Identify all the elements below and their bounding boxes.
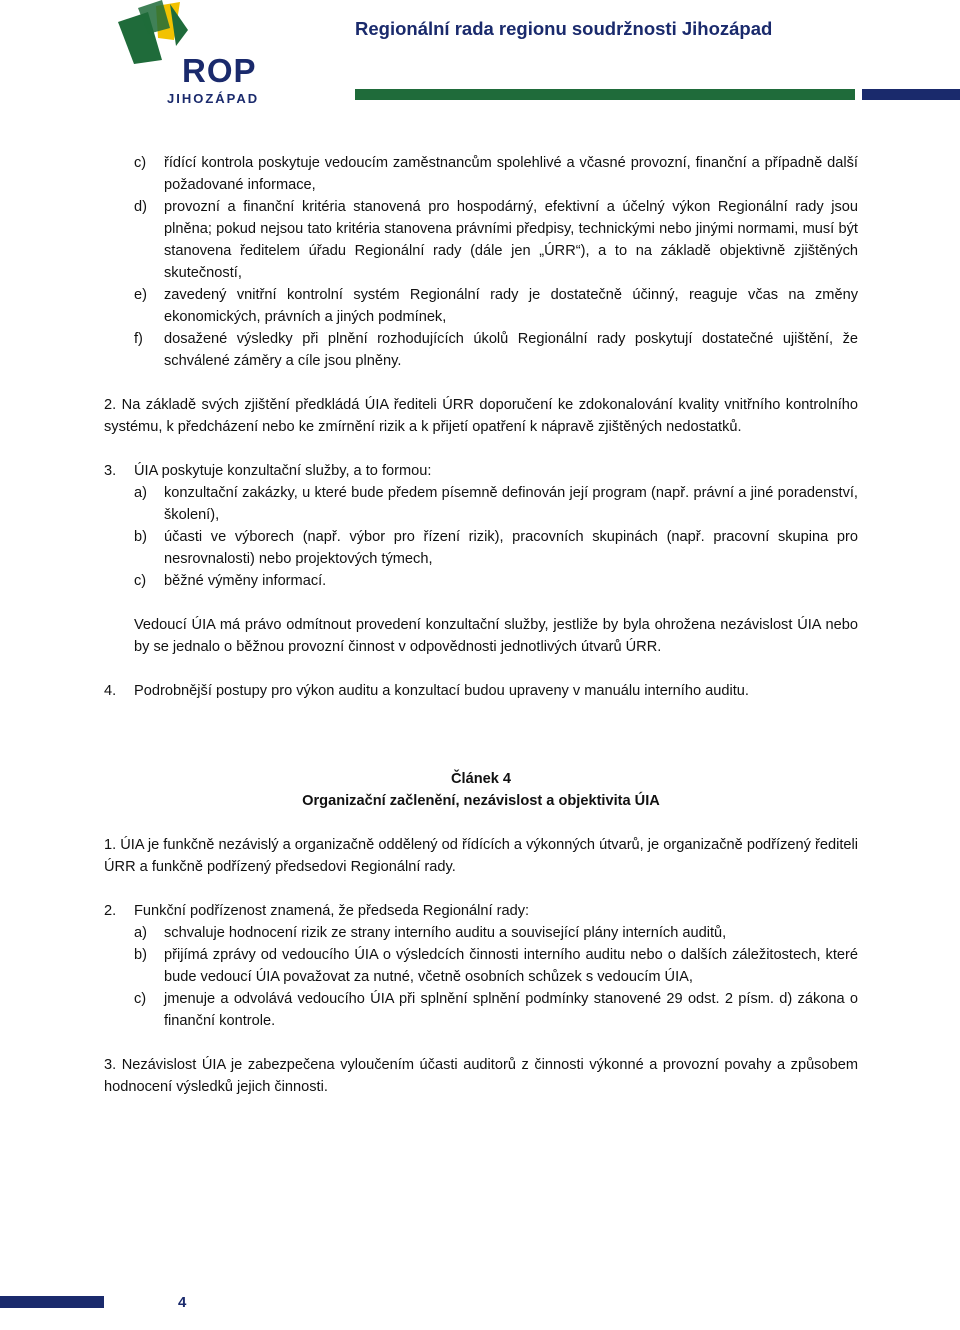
- article-subtitle: Organizační začlenění, nezávislost a objektivita ÚIA: [302, 793, 660, 809]
- logo-sub-text: JIHOZÁPAD: [167, 91, 260, 106]
- list-item: a) konzultační zakázky, u které bude předem písemně definován její program (např. právní a jiné poradenství, školení),: [134, 485, 858, 523]
- list-item: c) jmenuje a odvolává vedoucího ÚIA při splnění splnění podmínky stanovené 29 odst. 2 písm. d) zákona o finanční kontrole.: [134, 991, 858, 1029]
- list-item: a) schvaluje hodnocení rizik ze strany interního auditu a související plány interních auditů,: [134, 925, 727, 941]
- article-paragraph-1: 1. ÚIA je funkčně nezávislý a organizačně oddělený od řídících a výkonných útvarů, je organizačně podřízený řediteli ÚRR a funkčně podřízený předsedovi Regionální rady.: [104, 837, 858, 875]
- paragraph-2: 2. Na základě svých zjištění předkládá ÚIA řediteli ÚRR doporučení ke zdokonalování kvality vnitřního kontrolního systému, k předcházení nebo ke zmírnění rizik a k přijetí opatření k nápravě zjištěných nedostatků.: [104, 397, 858, 435]
- document-body: [104, 152, 858, 1098]
- list-item: c) běžné výměny informací.: [134, 573, 327, 589]
- list-item: c) řídící kontrola poskytuje vedoucím zaměstnancům spolehlivé a včasné provozní, finanční a případně další požadované informace,: [134, 155, 858, 193]
- list-item: b) účasti ve výborech (např. výbor pro řízení rizik), pracovních skupinách (např. pracovní skupina pro nesrovnalosti) nebo projektových týmech,: [134, 529, 858, 567]
- article-paragraph-3: 3. Nezávislost ÚIA je zabezpečena vyloučením účasti auditorů z činnosti výkonné a provozní povahy a způsobem hodnocení výsledků jejich činnosti.: [104, 1057, 858, 1095]
- header-green-bar: [355, 89, 855, 100]
- header-title: Regionální rada regionu soudržnosti Jihozápad: [355, 18, 773, 39]
- header-blue-bar: [862, 89, 960, 100]
- footer-bar: [0, 1296, 104, 1308]
- list-chairman: [134, 922, 858, 1032]
- list-item: b) přijímá zprávy od vedoucího ÚIA o výsledcích činnosti interního auditu nebo o dalších záležitostech, které bude vedoucí ÚIA považovat za nutné, včetně osobních schůzek s vedoucím ÚIA,: [134, 947, 858, 985]
- list-consulting: [134, 482, 858, 592]
- paragraph-3-note: Vedoucí ÚIA má právo odmítnout provedení konzultační služby, jestliže by byla ohrožena nezávislost ÚIA nebo by se jednalo o běžnou provozní činnost v odpovědnosti jednotlivých útvarů ÚRR.: [134, 617, 858, 655]
- page-header: [0, 0, 960, 104]
- logo-main-text: ROP: [182, 52, 257, 89]
- article-paragraph-2: 2. Funkční podřízenost znamená, že předseda Regionální rady:: [104, 903, 530, 919]
- article-title: Článek 4: [450, 771, 512, 787]
- list-item: f) dosažené výsledky při plnění rozhodujících úkolů Regionální rady poskytují dostatečné ujištění, že schválené záměry a cíle jsou plněny.: [134, 331, 858, 369]
- page-number: 4: [178, 1294, 187, 1311]
- list-item: d) provozní a finanční kritéria stanovená pro hospodárný, efektivní a účelný výkon Regionální rady jsou plněna; pokud nejsou tato kritéria stanovena právními předpisy, technickými nebo jinými normami, musí být stanovena ředitelem úřadu Regionální rady (dále jen „ÚRR“), a to na základě objektivně zjištěných skutečností,: [134, 199, 858, 281]
- paragraph-4: 4. Podrobnější postupy pro výkon auditu a konzultací budou upraveny v manuálu interního auditu.: [104, 683, 749, 699]
- paragraph-3: 3. ÚIA poskytuje konzultační služby, a to formou:: [104, 463, 432, 479]
- list-criteria: [134, 152, 858, 372]
- list-item: e) zavedený vnitřní kontrolní systém Regionální rady je dostatečně účinný, reaguje včas na změny ekonomických, právních a jiných podmínek,: [134, 287, 858, 325]
